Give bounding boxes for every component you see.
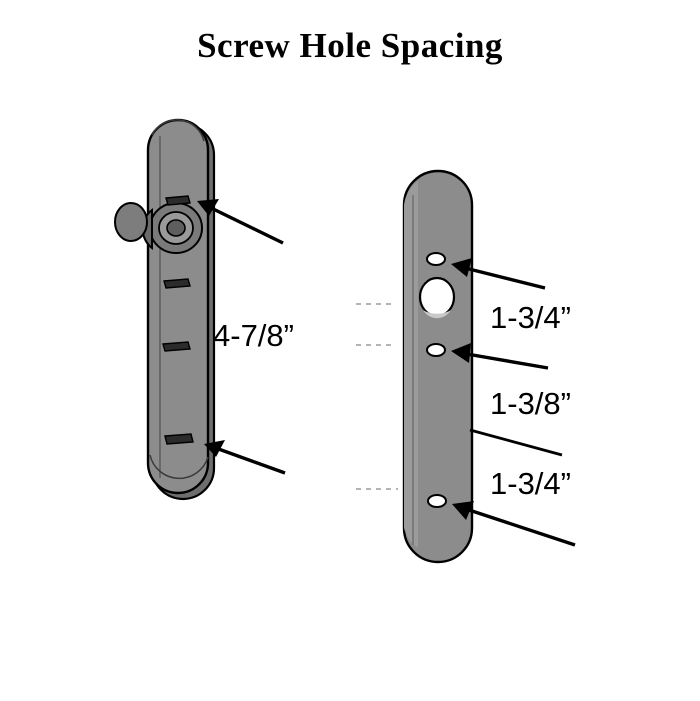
left-knob-grip	[115, 203, 147, 241]
right-leader-middle-label	[470, 430, 562, 455]
right-screw-hole-top	[427, 253, 445, 265]
dimension-label-right-bottom: 1-3/4”	[490, 466, 571, 501]
left-screw-hole-mid	[163, 342, 190, 351]
left-arrow-top-line	[205, 205, 283, 243]
right-spindle-hole	[420, 278, 454, 316]
dimension-label-right-top: 1-3/4”	[490, 300, 571, 335]
dimension-label-right-middle: 1-3/8”	[490, 386, 571, 421]
right-arrow-top-line	[461, 267, 545, 288]
right-backplate-group	[356, 171, 472, 562]
right-screw-hole-bottom	[428, 495, 446, 507]
page-title: Screw Hole Spacing	[197, 26, 503, 65]
left-screw-hole-bottom	[165, 434, 193, 444]
left-backplate-group	[115, 120, 214, 499]
dimension-label-left-plate: 4-7/8”	[213, 318, 294, 353]
left-knob-spindle-hole	[167, 220, 185, 236]
right-arrow-bottom-line	[463, 508, 575, 545]
right-arrow-middle-line	[461, 353, 548, 368]
right-screw-hole-middle	[427, 344, 445, 356]
right-plate-edge-highlight	[404, 181, 418, 548]
left-arrow-bottom-line	[213, 447, 285, 473]
left-screw-hole-upper-mid	[164, 279, 190, 288]
left-screw-hole-top	[166, 196, 190, 205]
